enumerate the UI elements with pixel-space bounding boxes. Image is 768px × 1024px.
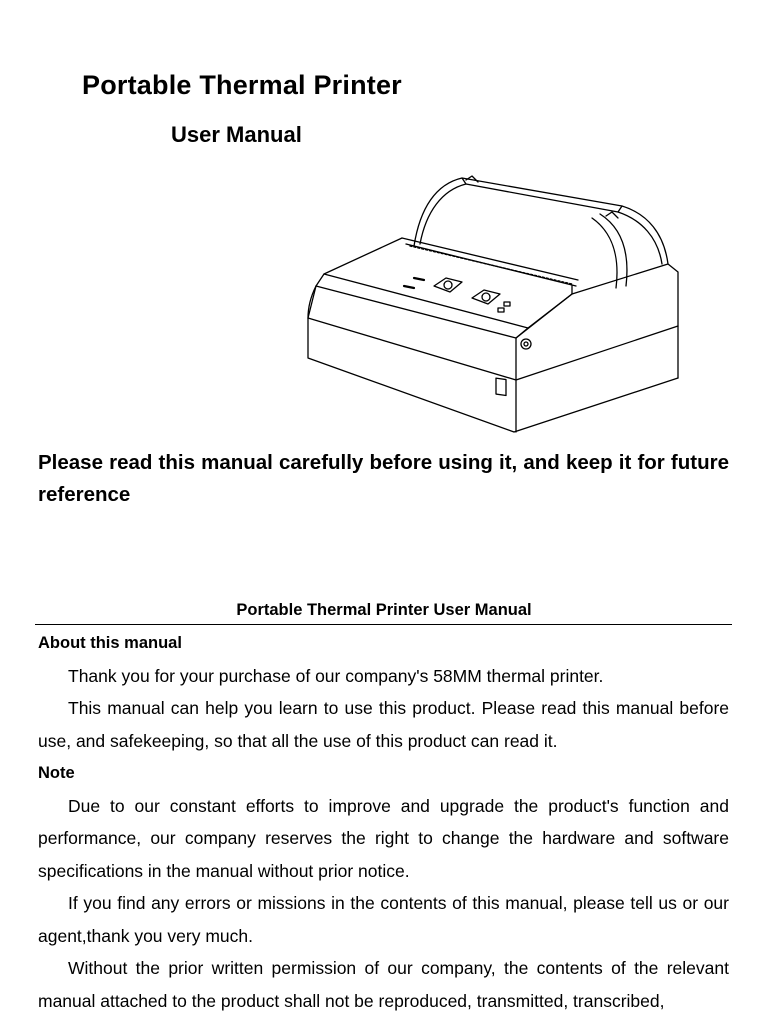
manual-body bbox=[38, 627, 729, 1017]
thermal-printer-illustration bbox=[296, 168, 688, 434]
section-heading-note: Note bbox=[38, 764, 75, 782]
section-heading-about: About this manual bbox=[38, 634, 182, 652]
document-title: Portable Thermal Printer bbox=[82, 70, 402, 100]
about-paragraph: Thank you for your purchase of our company's 58MM thermal printer. bbox=[68, 665, 604, 686]
read-manual-notice: Please read this manual carefully before using it, and keep it for future reference bbox=[38, 451, 729, 506]
page-header: Portable Thermal Printer User Manual bbox=[236, 601, 532, 619]
note-paragraph: Without the prior written permission of our company, the contents of the relevant manual attached to the product shall not be reproduced, transmitted, transcribed, bbox=[38, 958, 729, 1011]
document-subtitle: User Manual bbox=[171, 122, 302, 147]
header-divider bbox=[35, 624, 732, 625]
about-paragraph: This manual can help you learn to use this product. Please read this manual before use, and safekeeping, so that all the use of this product can read it. bbox=[38, 698, 729, 751]
note-paragraph: Due to our constant efforts to improve and upgrade the product's function and performance, our company reserves the right to change the hardware and software specifications in the manual without prior notice. bbox=[38, 795, 729, 881]
note-paragraph: If you find any errors or missions in the contents of this manual, please tell us or our agent,thank you very much. bbox=[38, 893, 729, 946]
